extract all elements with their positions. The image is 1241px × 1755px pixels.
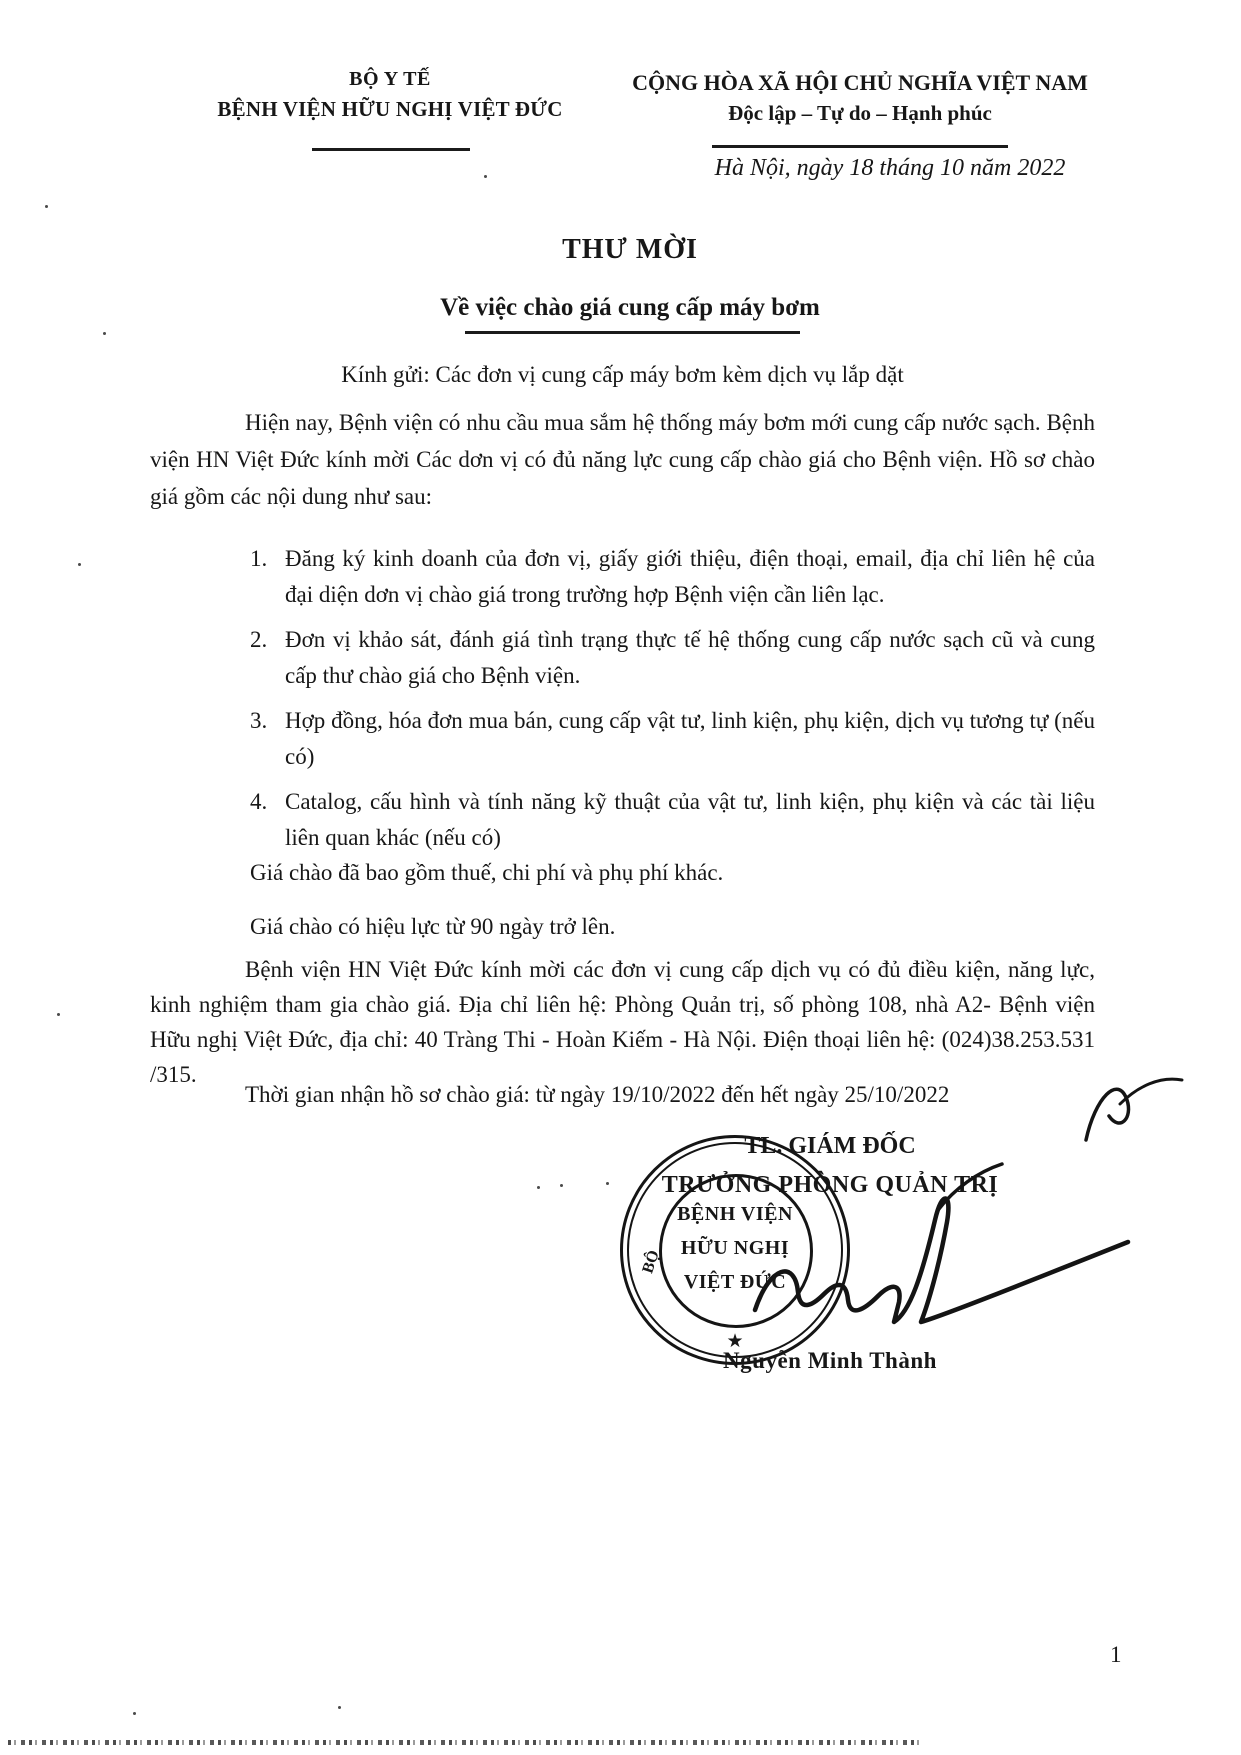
ministry-name: BỘ Y TẾ: [349, 68, 431, 90]
national-motto: Độc lập – Tự do – Hạnh phúc: [728, 101, 992, 125]
scan-noise-dot: [338, 1706, 341, 1709]
star-icon: ★: [726, 1331, 744, 1352]
header-left-rule: [312, 148, 470, 151]
stamp-text-line1: BỆNH VIỆN: [677, 1203, 793, 1225]
list-number-3: 3.: [250, 708, 268, 733]
scan-noise-dot: [78, 563, 81, 566]
document-title: THƯ MỜI: [562, 234, 698, 265]
list-number-2: 2.: [250, 627, 268, 652]
signature-capacity-line1: TL. GIÁM ĐỐC: [744, 1133, 916, 1159]
scan-noise-dot: [537, 1186, 540, 1189]
invitation-paragraph: Bệnh viện HN Việt Đức kính mời các đơn vị cung cấp dịch vụ có đủ điều kiện, năng lực, kinh nghiệm tham gia chào giá. Địa chỉ liên hệ: Phòng Quản trị, số phòng 108, nhà A2- Bệnh viện Hữu nghị Việt Đức, địa chỉ: 40 Tràng Thi - Hoàn Kiếm - Hà Nội. Điện thoại liên hệ: (024)38.253.531 /315.: [150, 957, 1095, 1087]
scan-noise-dot: [57, 1013, 60, 1016]
scan-noise-dot: [45, 205, 48, 208]
list-item-2: [150, 622, 1095, 694]
hospital-name: BỆNH VIỆN HỮU NGHỊ VIỆT ĐỨC: [217, 97, 563, 121]
signature-scribble: [550, 1060, 1210, 1460]
deadline-line: Thời gian nhận hồ sơ chào giá: từ ngày 19/10/2022 đến hết ngày 25/10/2022: [245, 1082, 950, 1107]
header-right-rule: [712, 145, 1008, 148]
pricing-note-1: Giá chào đã bao gồm thuế, chi phí và phụ phí khác.: [250, 860, 724, 885]
page-number: 1: [1110, 1642, 1122, 1667]
stamp-text-line2: HỮU NGHỊ: [680, 1237, 790, 1259]
signer-name: Nguyễn Minh Thành: [723, 1348, 937, 1373]
date-line: Hà Nội, ngày 18 tháng 10 năm 2022: [714, 155, 1066, 181]
scan-noise-dot: [484, 175, 487, 178]
signature-capacity-line2: TRƯỞNG PHÒNG QUẢN TRỊ: [661, 1172, 999, 1198]
national-motto-block: [610, 70, 1110, 126]
pricing-note-2: Giá chào có hiệu lực từ 90 ngày trở lên.: [250, 914, 616, 939]
stamp-text-line3: VIỆT ĐỨC: [683, 1271, 787, 1293]
list-text-1: Đăng ký kinh doanh của đơn vị, giấy giới thiệu, điện thoại, email, địa chỉ liên hệ của đại diện dơn vị chào giá trong trường hợp Bệnh viện cần liên lạc.: [285, 546, 1095, 607]
list-number-4: 4.: [250, 789, 268, 814]
list-number-1: 1.: [250, 546, 268, 571]
document-subtitle: Về việc chào giá cung cấp máy bơm: [440, 294, 820, 321]
list-text-4: Catalog, cấu hình và tính năng kỹ thuật của vật tư, linh kiện, phụ kiện và các tài liệu liên quan khác (nếu có): [285, 789, 1095, 850]
scan-artifact-line: [8, 1740, 920, 1745]
list-text-3: Hợp đồng, hóa đơn mua bán, cung cấp vật tư, linh kiện, phụ kiện, dịch vụ tương tự (nếu có): [285, 708, 1095, 769]
salutation-line: Kính gửi: Các đơn vị cung cấp máy bơm kèm dịch vụ lắp dặt: [341, 362, 904, 387]
list-text-2: Đơn vị khảo sát, đánh giá tình trạng thực tế hệ thống cung cấp nước sạch cũ và cung cấp thư chào giá cho Bệnh viện.: [285, 627, 1095, 688]
scan-noise-dot: [133, 1712, 136, 1715]
stamp-ring-left-text: BỘ: [639, 1248, 663, 1276]
scan-noise-dot: [560, 1184, 563, 1187]
list-item-3: [150, 703, 1095, 775]
list-item-1: [150, 541, 1095, 613]
list-item-4: [150, 784, 1095, 856]
intro-paragraph: Hiện nay, Bệnh viện có nhu cầu mua sắm hệ thống máy bơm mới cung cấp nước sạch. Bệnh viện HN Việt Đức kính mời Các dơn vị có đủ năng lực cung cấp chào giá cho Bệnh viện. Hồ sơ chào giá gồm các nội dung như sau:: [150, 410, 1095, 509]
national-title: CỘNG HÒA XÃ HỘI CHỦ NGHĨA VIỆT NAM: [632, 70, 1088, 95]
scan-noise-dot: [606, 1182, 609, 1185]
subtitle-rule: [465, 331, 800, 334]
scan-noise-dot: [103, 332, 106, 335]
issuing-authority-block: [150, 68, 630, 122]
